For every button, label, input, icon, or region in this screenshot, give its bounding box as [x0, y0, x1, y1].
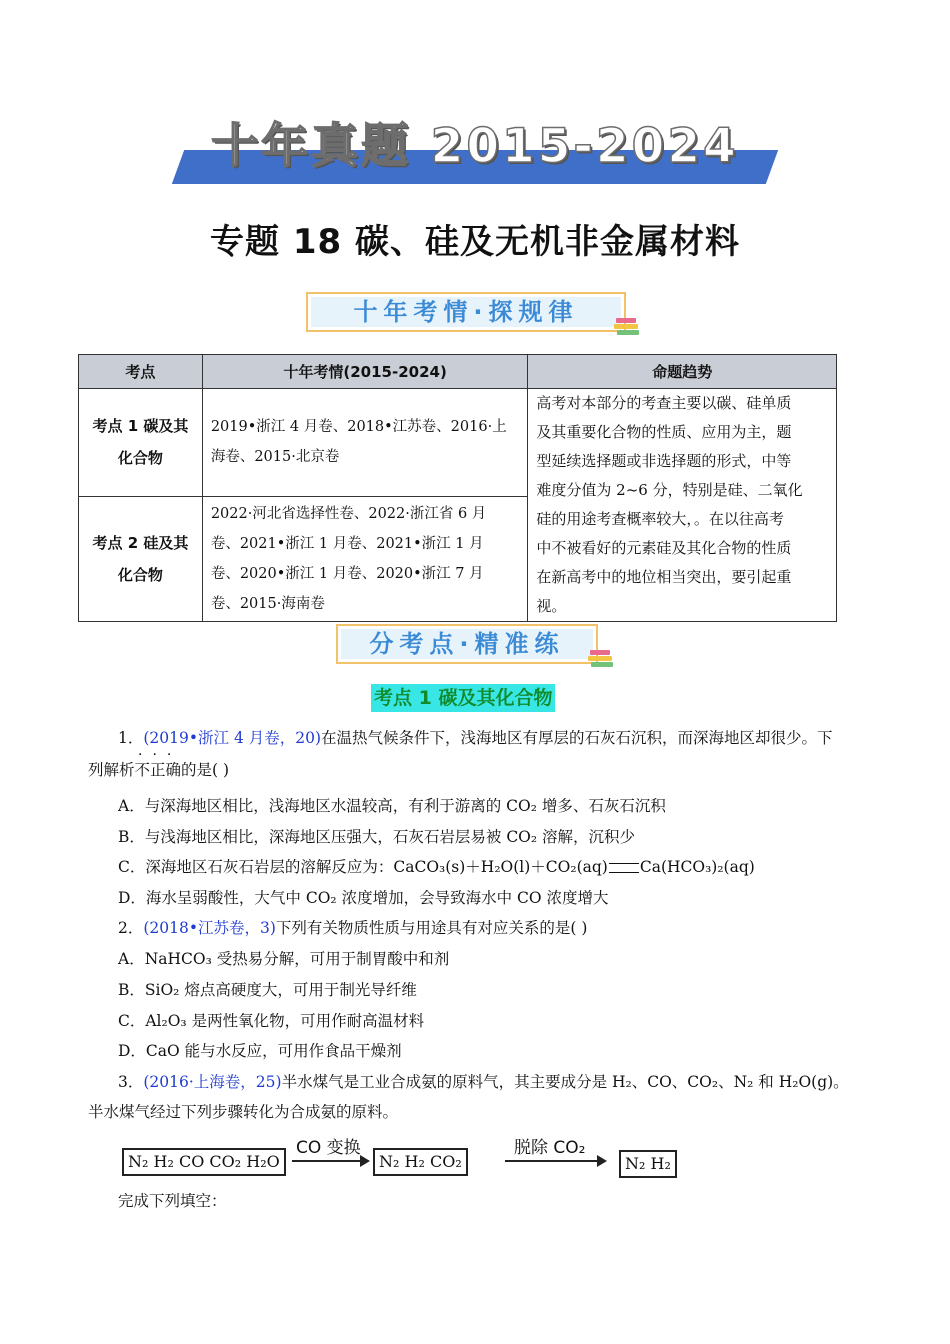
trend-text: 难度分值为 2~6 分，特别是硅、二氧化 — [536, 481, 803, 499]
exam-analysis-table — [78, 354, 837, 622]
question-number: 2． — [118, 919, 144, 937]
question-number: 3． — [118, 1073, 144, 1091]
section-header-label: 十年考情·探规律 — [353, 298, 579, 326]
question-2-stem — [118, 917, 587, 939]
flow-box-product: N₂ H₂ — [619, 1150, 677, 1178]
topic-text: 化合物 — [117, 449, 163, 468]
option-a: A．与深海地区相比，浅海地区水温较高，有利于游离的 CO₂ 增多、石灰石沉积 — [118, 797, 666, 815]
years-text: 卷、2015·海南卷 — [210, 595, 325, 612]
years-text: 海卷、2015·北京卷 — [210, 449, 340, 466]
header-banner — [178, 118, 772, 188]
banner-text: 十年真题 2015-2024 — [211, 119, 739, 174]
section-header-label: 分考点·精准练 — [369, 630, 565, 658]
flow-arrow — [292, 1160, 368, 1162]
option-b: B．SiO₂ 熔点高硬度大，可用于制光导纤维 — [118, 981, 417, 999]
flow-label-co-shift: CO 变换 — [296, 1138, 361, 1158]
option-c — [118, 856, 755, 878]
emphasis-dots: ··· — [138, 747, 182, 763]
emphasis-text: 不正确 — [134, 761, 182, 779]
question-text: 列解析 — [88, 761, 135, 779]
years-text: 2019•浙江 4 月卷、2018•江苏卷、2016·上 — [210, 419, 507, 436]
option-text: C．深海地区石灰石岩层的溶解反应为： — [118, 858, 394, 876]
question-source: (2019•浙江 4 月卷，20) — [143, 729, 321, 747]
trend-text: 硅的用途考查概率较大，。在以往高考 — [536, 510, 784, 528]
table-header: 考点 — [79, 355, 203, 389]
table-cell-topic — [79, 389, 203, 497]
table-header: 命题趋势 — [528, 355, 837, 389]
question-source: (2016·上海卷，25) — [143, 1073, 282, 1091]
books-icon — [614, 318, 640, 338]
years-text: 2022·河北省选择性卷、2022·浙江省 6 月 — [210, 505, 487, 522]
page-title: 专题 18 碳、硅及无机非金属材料 — [210, 222, 740, 262]
topic-text: 考点 2 硅及其 — [92, 533, 189, 552]
equation-right: Ca(HCO₃)₂(aq) — [639, 858, 755, 876]
trend-text: 在新高考中的地位相当突出，要引起重 — [536, 568, 792, 586]
trend-text: 视。 — [536, 597, 567, 615]
equation-left: CaCO₃(s)＋H₂O(l)＋CO₂(aq) — [393, 858, 608, 876]
table-row — [79, 389, 837, 497]
trend-text: 高考对本部分的考查主要以碳、硅单质 — [536, 394, 792, 412]
table-cell-topic — [79, 496, 203, 621]
question-text: 下列有关物质性质与用途具有对应关系的是( ) — [275, 919, 588, 937]
question-source: (2018•江苏卷，3) — [143, 919, 276, 937]
equals-sign — [609, 863, 639, 873]
question-text: 的是( ) — [181, 761, 230, 779]
question-text: 在温热气候条件下，浅海地区有厚层的石灰石沉积，而深海地区却很少。下 — [321, 729, 833, 747]
question-number: 1． — [118, 729, 144, 747]
flow-box-raw-gas: N₂ H₂ CO CO₂ H₂O — [122, 1148, 286, 1176]
trend-text: 型延续选择题或非选择题的形式，中等 — [536, 452, 792, 470]
option-d: D．CaO 能与水反应，可用作食品干燥剂 — [118, 1042, 402, 1060]
table-header: 十年考情(2015-2024) — [202, 355, 528, 389]
question-text: 半水煤气是工业合成氨的原料气，其主要成分是 H₂、CO、CO₂、N₂ 和 H₂O(g)。 — [281, 1073, 849, 1091]
fill-in-prompt: 完成下列填空： — [118, 1192, 227, 1210]
table-header-row — [79, 355, 837, 389]
flow-arrow — [505, 1160, 605, 1162]
topic-heading: 考点 1 碳及其化合物 — [371, 684, 555, 712]
books-icon — [588, 650, 614, 670]
trend-text: 中不被看好的元素硅及其化合物的性质 — [536, 539, 792, 557]
option-d: D．海水呈弱酸性，大气中 CO₂ 浓度增加，会导致海水中 CO 浓度增大 — [118, 889, 609, 907]
years-text: 卷、2021•浙江 1 月卷、2021•浙江 1 月 — [210, 535, 484, 552]
flow-box-intermediate: N₂ H₂ CO₂ — [373, 1148, 468, 1176]
option-a: A．NaHCO₃ 受热易分解，可用于制胃酸中和剂 — [118, 950, 450, 968]
question-3-stem-cont: 半水煤气经过下列步骤转化为合成氨的原料。 — [88, 1103, 399, 1121]
years-text: 卷、2020•浙江 1 月卷、2020•浙江 7 月 — [210, 565, 484, 582]
table-cell-trend — [528, 389, 837, 622]
option-b: B．与浅海地区相比，深海地区压强大，石灰石岩层易被 CO₂ 溶解，沉积少 — [118, 828, 636, 846]
topic-text: 考点 1 碳及其 — [92, 417, 189, 436]
table-cell-years — [202, 496, 528, 621]
section-header-trends — [306, 292, 626, 332]
question-3-stem — [118, 1071, 849, 1093]
trend-text: 及其重要化合物的性质、应用为主，题 — [536, 423, 792, 441]
section-header-practice — [336, 624, 598, 664]
table-cell-years — [202, 389, 528, 497]
flow-label-remove-co2: 脱除 CO₂ — [514, 1138, 586, 1158]
topic-text: 化合物 — [117, 565, 163, 584]
question-1-stem — [118, 727, 833, 749]
option-c: C．Al₂O₃ 是两性氧化物，可用作耐高温材料 — [118, 1012, 425, 1030]
